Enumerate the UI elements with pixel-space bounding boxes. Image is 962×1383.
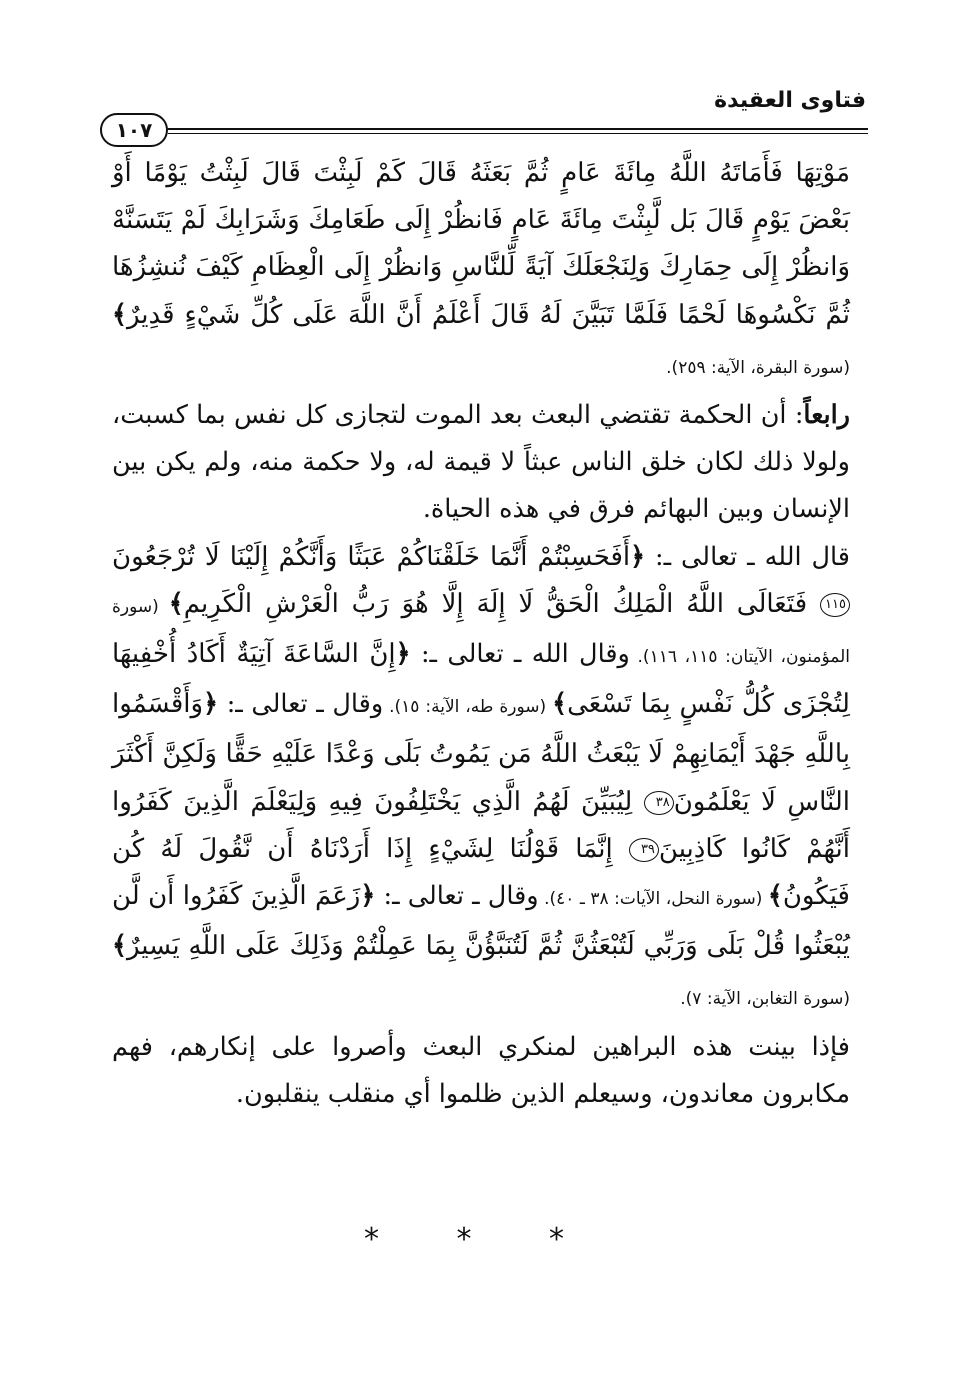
page-number: ١٠٧: [100, 113, 168, 147]
body-sentence: وقال ـ تعالى ـ:: [218, 689, 384, 720]
verse-reference: (سورة النحل، الآيات: ٣٨ ـ ٤٠).: [538, 889, 768, 910]
quran-bracket: ﴿: [630, 541, 646, 572]
lead-word: رابعاً: [803, 400, 850, 431]
quran-text: إِنَّمَا قَوْلُنَا لِشَيْءٍ إِذَا أَرَدْنَاهُ أَن نَّقُولَ لَهُ كُن فَيَكُونُ: [112, 833, 850, 912]
section-divider-stars: * * *: [363, 1222, 599, 1257]
quran-bracket: ﴿: [203, 689, 219, 720]
quran-bracket: ﴾: [552, 689, 568, 720]
quran-text: أَفَحَسِبْتُمْ أَنَّمَا خَلَقْنَاكُمْ عَبَثًا وَأَنَّكُمْ إِلَيْنَا لَا تُرْجَعُونَ: [112, 541, 631, 572]
body-sentence: قال الله ـ تعالى ـ:: [645, 541, 850, 572]
verse-reference: (سورة المؤمنون، الآيتان: ١١٥، ١١٦).: [112, 596, 851, 668]
verse-reference: (سورة طه، الآية: ١٥).: [383, 697, 553, 718]
quran-bracket: ﴾: [112, 931, 127, 962]
body-sentence: فإذا بينت هذه البراهين لمنكري البعث وأصروا على إنكارهم، فهم مكابرون معاندون، وسيعلم الذين ظلموا أي منقلب ينقلبون.: [112, 1031, 850, 1109]
verse-number-marker: ٣٩: [629, 838, 659, 862]
quran-text: فَتَعَالَى اللَّهُ الْمَلِكُ الْحَقُّ لَا إِلَهَ إِلَّا هُوَ رَبُّ الْعَرْشِ الْكَرِيمِ: [183, 588, 820, 619]
verse-number-marker: ٣٨: [644, 791, 674, 815]
paragraph-fourth-point: [112, 392, 850, 534]
running-title: فتاوى العقيدة: [714, 88, 866, 113]
quran-bracket: ﴿: [395, 639, 411, 670]
header-rule: [168, 128, 868, 130]
verse-number-marker: ١١٥: [820, 593, 850, 617]
body-text: [112, 150, 850, 1118]
quran-bracket: ﴿: [360, 881, 376, 912]
header-rule-thin: [168, 133, 868, 134]
quran-text: مَوْتِهَا فَأَمَاتَهُ اللَّهُ مِائَةَ عَامٍ ثُمَّ بَعَثَهُ قَالَ كَمْ لَبِثْتَ قَالَ لَبِثْتُ يَوْمًا أَوْ بَعْضَ يَوْمٍ قَالَ بَل لَّبِثْتَ مِائَةَ عَامٍ فَانظُرْ إِلَى طَعَامِكَ وَشَرَابِكَ لَمْ يَتَسَنَّهْ وَانظُرْ إِلَى حِمَارِكَ وَلِنَجْعَلَكَ آيَةً لِّلنَّاسِ وَانظُرْ إِلَى الْعِظَامِ كَيْفَ نُنشِزُهَا ثُمَّ نَكْسُوهَا لَحْمًا فَلَمَّا تَبَيَّنَ لَهُ قَالَ أَعْلَمُ أَنَّ اللَّهَ عَلَى كُلِّ شَيْءٍ قَدِيرٌ: [112, 158, 850, 330]
quran-text: زَعَمَ الَّذِينَ كَفَرُوا أَن لَّن يُبْعَثُوا قُلْ بَلَى وَرَبِّي لَتُبْعَثُنَّ ثُمَّ لَتُنَبَّؤُنَّ بِمَا عَمِلْتُمْ وَذَلِكَ عَلَى اللَّهِ يَسِيرٌ: [112, 881, 850, 962]
verse-reference: (سورة التغابن، الآية: ٧).: [680, 989, 850, 1010]
quran-bracket: ﴾: [168, 588, 184, 619]
quran-bracket: ﴾: [767, 881, 783, 912]
quran-text: وَأَقْسَمُوا بِاللَّهِ جَهْدَ أَيْمَانِهِمْ لَا يَبْعَثُ اللَّهُ مَن يَمُوتُ بَلَى وَعْدًا عَلَيْهِ حَقًّا وَلَكِنَّ أَكْثَرَ النَّاسِ لَا يَعْلَمُونَ: [112, 689, 850, 817]
body-sentence: وقال ـ تعالى ـ:: [375, 881, 539, 912]
verse-reference: (سورة البقرة، الآية: ٢٥٩).: [666, 357, 850, 378]
body-sentence: وقال الله ـ تعالى ـ:: [410, 639, 630, 670]
quran-text: لِيُبَيِّنَ لَهُمُ الَّذِي يَخْتَلِفُونَ فِيهِ وَلِيَعْلَمَ الَّذِينَ كَفَرُوا أَنَّهُمْ كَانُوا كَاذِبِينَ: [112, 786, 850, 864]
paragraph-quran-citations: [112, 534, 850, 1024]
quran-passage-baqarah: [112, 150, 850, 392]
quran-text: إِنَّ السَّاعَةَ آتِيَةٌ أَكَادُ أُخْفِيهَا لِتُجْزَى كُلُّ نَفْسٍ بِمَا تَسْعَى: [112, 639, 850, 720]
quran-bracket: ﴾: [112, 299, 127, 330]
body-sentence: : أن الحكمة تقتضي البعث بعد الموت لتجازى كل نفس بما كسبت، ولولا ذلك لكان خلق الناس عبثاً لا قيمة له، ولا حكمة منه، ولم يكن بين الإنسان وبين البهائم فرق في هذه الحياة.: [112, 400, 850, 525]
paragraph-conclusion: [112, 1024, 850, 1118]
